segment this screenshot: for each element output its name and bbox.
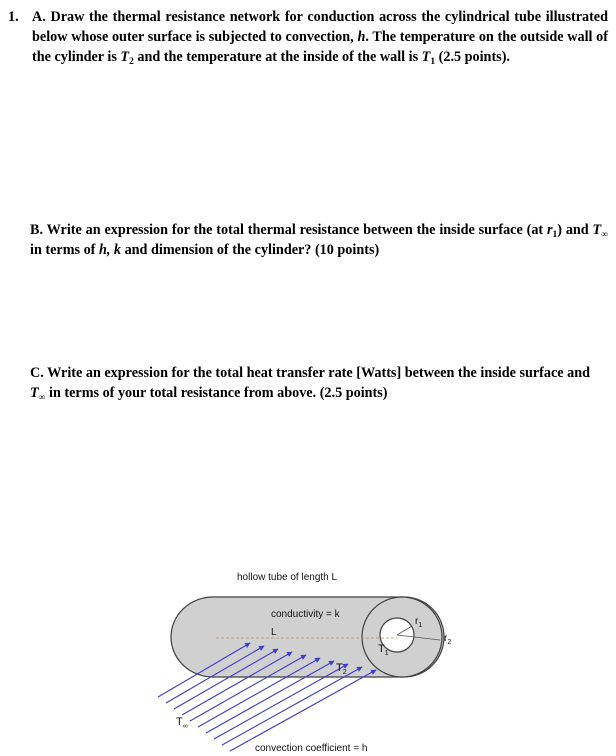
question-b-text-1: B. Write an expression for the total thermal resistance between the inside surface (at xyxy=(30,222,544,238)
convection-arrow xyxy=(230,670,376,751)
t2-label: $T_2$ xyxy=(336,662,347,676)
sub-2: 2 xyxy=(129,57,134,67)
t-inf-label: $T_\infty$ xyxy=(176,716,188,730)
question-a-text-4: (2.5 points). xyxy=(438,49,510,65)
convection-label: convection coefficient = h xyxy=(255,743,368,754)
var-h: h xyxy=(357,29,366,45)
question-c-text-2: in terms of your total resistance from above. (2.5 points) xyxy=(49,385,388,401)
question-c-text-1: C. Write an expression for the total heat transfer rate [Watts] between the inside surface and xyxy=(30,365,590,381)
sub-1: 1 xyxy=(430,57,436,67)
convection-arrow xyxy=(222,667,362,745)
question-b-text-4: and dimension of the cylinder? (10 points) xyxy=(124,242,380,258)
figure-title: hollow tube of length L xyxy=(237,572,338,583)
part-a-label: A. xyxy=(32,9,46,25)
vars-h-k: h, k xyxy=(98,242,122,258)
question-b-text-3: in terms of xyxy=(30,242,96,258)
question-number: 1. xyxy=(8,9,19,25)
sub-inf: ∞ xyxy=(601,230,608,240)
question-a-text-1: Draw the thermal resistance network for conduction across the cylindrical tube illustrated below whose outer surface is subjected to convection, xyxy=(32,9,608,45)
question-b-text-2: ) and xyxy=(557,222,589,238)
sub-inf: ∞ xyxy=(38,393,46,403)
conductivity-label: conductivity = k xyxy=(271,609,340,620)
question-a-text-2: . The temperature on the outside wall of the cylinder is xyxy=(32,29,609,65)
var-r: r xyxy=(546,222,553,238)
r2-label: $r_2$ xyxy=(444,633,452,646)
length-label: L xyxy=(271,627,277,638)
t1-label: $T_1$ xyxy=(378,643,389,657)
var-T-inf: T xyxy=(592,222,602,238)
r1-label: $r_1$ xyxy=(415,616,423,629)
var-T1: T xyxy=(421,49,431,65)
var-T-inf: T xyxy=(30,385,39,401)
sub-r1: 1 xyxy=(552,230,558,240)
var-T2: T xyxy=(120,49,130,65)
question-a-text-3: and the temperature at the inside of the wall is xyxy=(137,49,419,65)
